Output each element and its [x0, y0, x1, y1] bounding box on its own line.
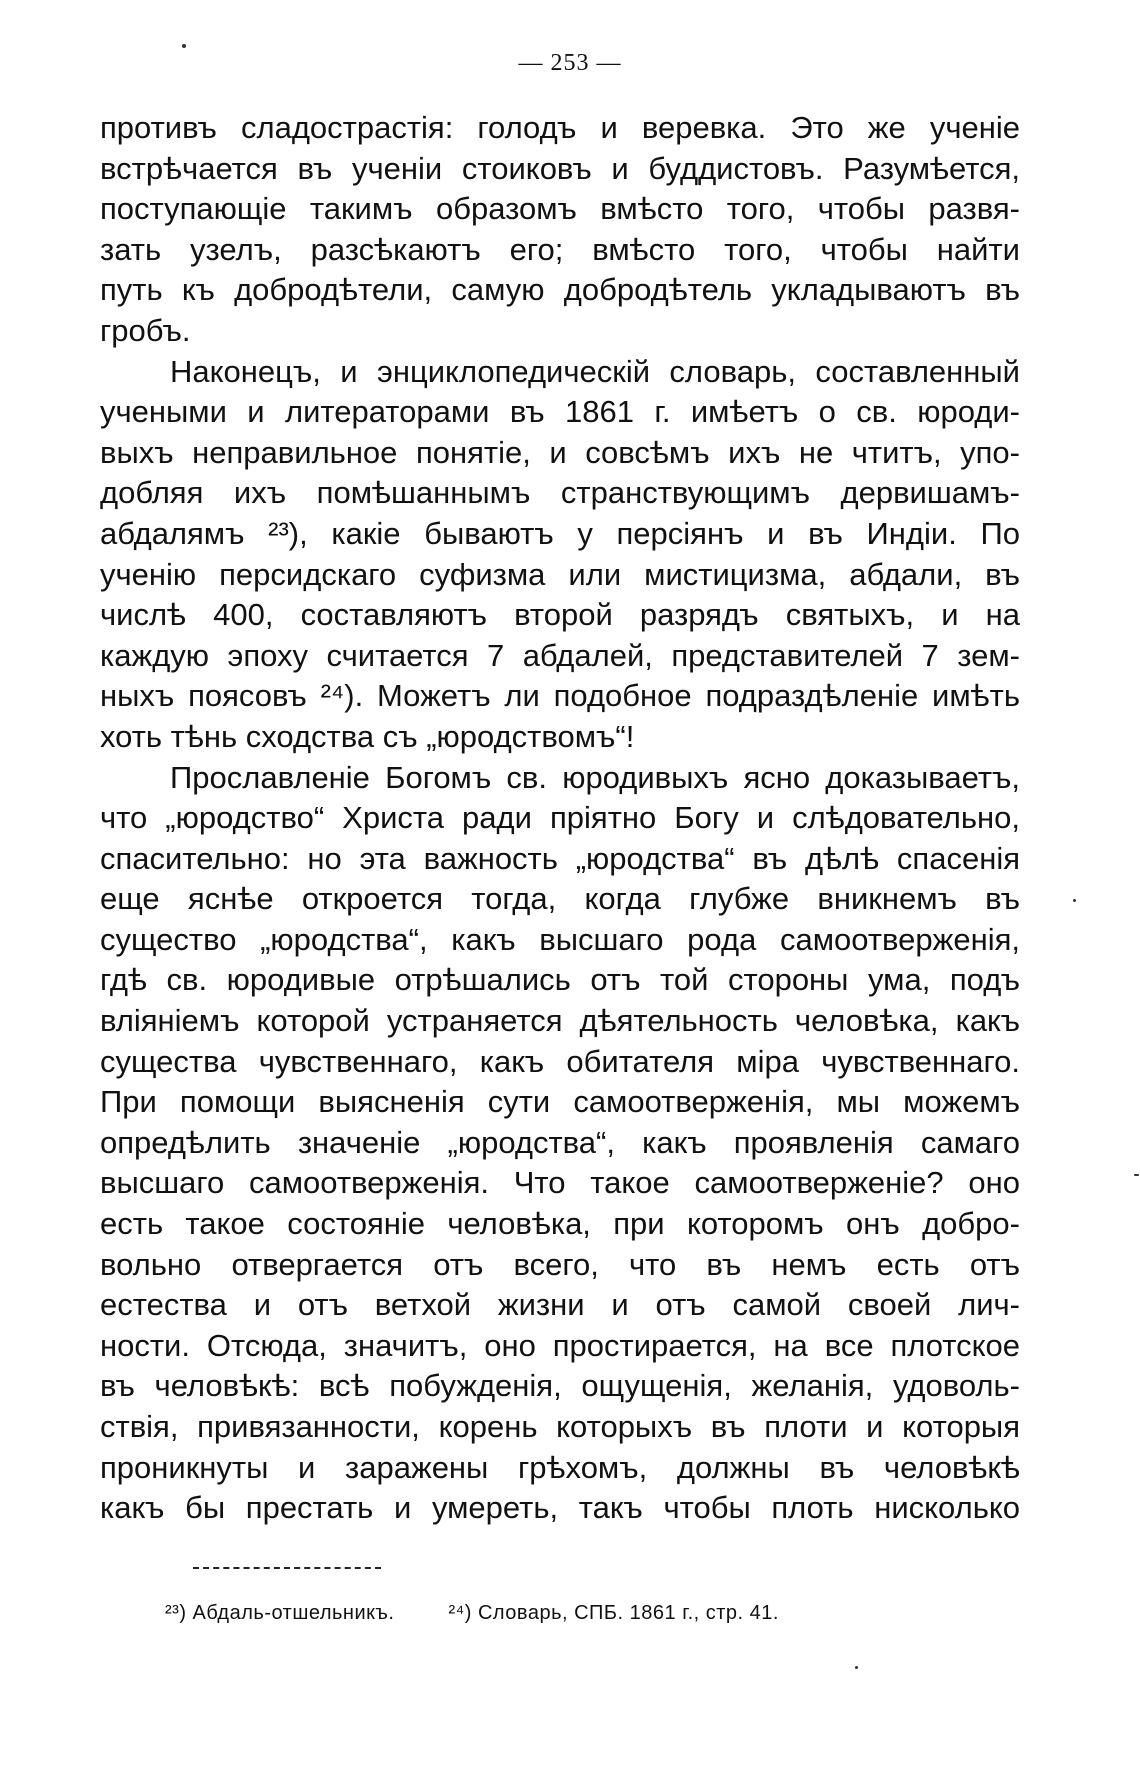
text-line: поступающіе такимъ образомъ вмѣсто того, чтобы развя- — [100, 191, 1020, 227]
text-line: гробъ. — [100, 312, 191, 348]
text-line: ности. Отсюда, значитъ, оно простирается, на все плотское — [100, 1327, 1020, 1363]
text-line: зать узелъ, разсѣкаютъ его; вмѣсто того, чтобы найти — [100, 231, 1020, 267]
scan-speck — [855, 1666, 858, 1669]
text-line: хоть тѣнь сходства съ „юродствомъ“! — [100, 718, 635, 754]
text-line: высшаго самоотверженія. Что такое самоотверженіе? оно — [100, 1165, 1020, 1201]
text-line: добляя ихъ помѣшаннымъ странствующимъ дервишамъ- — [100, 475, 1020, 511]
text-line: вліяніемъ которой устраняется дѣятельность человѣка, какъ — [100, 1003, 1020, 1039]
text-line: опредѣлить значеніе „юродства“, какъ проявленія самаго — [100, 1124, 1020, 1160]
footnote-separator — [193, 1567, 381, 1569]
text-line: ствія, привязанности, корень которыхъ въ плоти и которыя — [100, 1409, 1020, 1444]
text-line: учеными и литераторами въ 1861 г. имѣетъ о св. юроди- — [100, 394, 1020, 430]
text-line: проникнуты и заражены грѣхомъ, должны въ человѣкѣ — [100, 1449, 1020, 1485]
footnotes — [165, 1600, 779, 1626]
text-line: естества и отъ ветхой жизни и отъ самой своей лич- — [100, 1287, 1020, 1323]
text-line: каждую эпоху считается 7 абдалей, представителей 7 зем- — [100, 637, 1020, 673]
text-line: существо „юродства“, какъ высшаго рода самоотверженія, — [100, 921, 1020, 957]
text-line: ныхъ поясовъ ²⁴). Можетъ ли подобное подраздѣленіе имѣть — [100, 678, 1020, 714]
text-line: въ человѣкѣ: всѣ побужденія, ощущенія, желанія, удоволь- — [100, 1368, 1020, 1404]
text-line: ученію персидскаго суфизма или мистицизма, абдали, въ — [100, 556, 1020, 592]
paragraph — [100, 352, 1020, 758]
text-line: путь къ добродѣтели, самую добродѣтель укладываютъ въ — [100, 272, 1020, 308]
footnote-23: ²³) Абдаль-отшельникъ. — [165, 1602, 395, 1624]
scan-speck — [1134, 1174, 1139, 1176]
text-line: встрѣчается въ ученіи стоиковъ и буддистовъ. Разумѣется, — [100, 150, 1020, 186]
text-line: Наконецъ, и энциклопедическій словарь, составленный — [170, 353, 1020, 389]
paragraph — [100, 758, 1020, 1529]
text-line: гдѣ св. юродивые отрѣшались отъ той стороны ума, подъ — [100, 962, 1020, 998]
text-line: выхъ неправильное понятіе, и совсѣмъ ихъ не чтитъ, упо- — [100, 434, 1020, 470]
text-line: При помощи выясненія сути самоотверженія, мы можемъ — [100, 1084, 1020, 1120]
scan-speck — [182, 44, 186, 48]
text-line: спасительно: но эта важность „юродства“ въ дѣлѣ спасенія — [100, 840, 1020, 876]
text-line: абдалямъ ²³), какіе бываютъ у персіянъ и въ Индіи. По — [100, 515, 1020, 551]
text-line: есть такое состояніе человѣка, при которомъ онъ добро- — [100, 1206, 1020, 1242]
text-line: какъ бы престать и умереть, такъ чтобы плоть нисколько — [100, 1490, 1020, 1526]
text-line: что „юродство“ Христа ради пріятно Богу и слѣдовательно, — [100, 800, 1020, 836]
scan-speck — [1073, 899, 1076, 902]
body-text — [100, 108, 1020, 1529]
text-line: числѣ 400, составляютъ второй разрядъ святыхъ, и на — [100, 597, 1020, 633]
text-line: Прославленіе Богомъ св. юродивыхъ ясно доказываетъ, — [170, 759, 1020, 795]
page-number: — 253 — — [518, 50, 622, 76]
text-line: вольно отвергается отъ всего, что въ немъ есть отъ — [100, 1246, 1020, 1282]
text-line: существа чувственнаго, какъ обитателя міра чувственнаго. — [100, 1043, 1020, 1079]
text-line: противъ сладострастія: голодъ и веревка. Это же ученіе — [100, 110, 1020, 145]
paragraph — [100, 108, 1020, 352]
text-line: еще яснѣе откроется тогда, когда глубже вникнемъ въ — [100, 881, 1020, 917]
footnote-24: ²⁴) Словарь, СПБ. 1861 г., стр. 41. — [448, 1602, 779, 1624]
